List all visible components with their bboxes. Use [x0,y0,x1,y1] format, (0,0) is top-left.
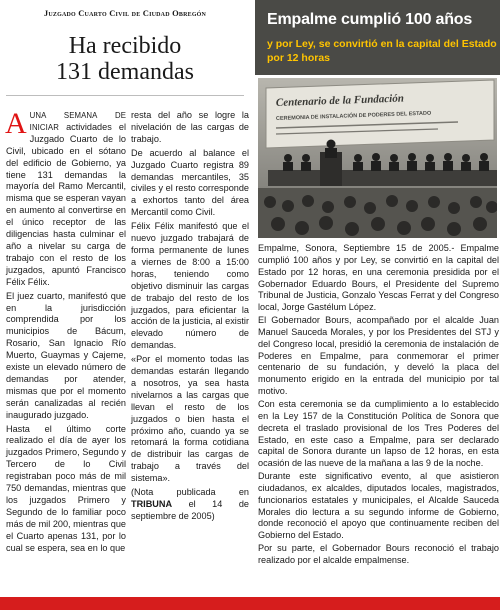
left-headline-line-1: Ha recibido [68,33,182,59]
paragraph-text: actividades el Juzgado Cuarto de lo Civil, ubicado en el sótano del edificio de Gobierno, ya tiene 131 demandas la mayoría del Ramo Mercantil, misma que se esperan vayan en aumento al convertirse en el único receptor de las diligencias hasta culminar el año a nivelar su carga de trabajo con el resto de los juzgados, apuntó Francisco Félix Félix. [6,121,126,287]
drop-cap: A [5,107,27,140]
right-paragraph: Con esta ceremonia se da cumplimiento a lo establecido en la Ley 157 de la Constitución Política de Sonora que decreta el traslado provisional de los Tres Poderes del Estado, en este caso a Empalme, para ser declarado capital de Sonora durante un lapso de 12 horas, en esta ocasión de las nueve de la mañana a las 9 de la noche. [258,398,499,469]
section-kicker: Juzgado Cuarto Civil de Ciudad Obregón [43,8,207,18]
right-subheadline: y por Ley, se convirtió en la capital del Estado por 12 horas [267,38,497,64]
right-paragraph: Por su parte, el Gobernador Bours reconoció el trabajo realizado por el alcalde empalmense. [258,543,499,565]
right-article-body [258,243,499,568]
note-source: TRIBUNA [131,499,173,509]
banner-subheading: CEREMONIA DE INSTALACIÓN DE PODERES DEL ESTADO [275,110,432,122]
left-paragraph: resta del año se logre la nivelación de las cargas de trabajo. [131,110,249,144]
lead-in: UNA SEMANA DE INICIAR [29,111,126,132]
left-column-2 [131,110,249,525]
footer-bar [0,597,500,610]
left-paragraph: Félix Félix manifestó que el nuevo juzgado trabajará de forma permanente de lunes a viernes de 8:00 a 15:00 horas, teniendo como objetivo disminuir las cargas de trabajo del resto de los juzgados, para eficientar la acción de la justicia, al existir elevado número de demandas. [131,221,249,351]
banner-heading: Centenario de la Fundación [275,92,405,109]
left-column-1 [5,107,126,557]
right-paragraph: Durante este significativo evento, al que asistieron ciudadanos, ex alcaldes, diputados locales, magistrados, funcionarios estatales y municipales, el Alcalde Sauceda Morales dio lectura a su segundo informe de Gobierno, donde reconoció el apoyo que continuamente reciben del Gobierno del Estado. [258,471,499,541]
left-paragraph: El juez cuarto, manifestó que en la jurisdicción comprendida por los municipios de Bácum, Rosario, San Ignacio Río Muerto, Guaymas y Cajeme, existe un elevado número de demandas por atender, mismas que por el momento serán canalizadas al recién inaugurado juzgado. [6,290,126,420]
left-headline-line-2: 131 demandas [56,59,194,85]
left-paragraph [5,107,126,289]
right-paragraph: El Gobernador Bours, acompañado por el alcalde Juan Manuel Sauceda Morales, y por los Presidentes del STJ y del Congreso local, presidió la ceremonia de instalación de Poderes en Empalme, para conmemorar el primer centenario de su fundación, y develó la placa del monumento erigido en la entrada del municipio por tal motivo. [258,315,499,397]
stage-table [268,170,497,186]
left-headline [8,33,242,85]
right-headline: Empalme cumplió 100 años [267,11,473,28]
event-photo-illustration [258,78,497,238]
event-photo [258,78,497,238]
header-band [255,0,500,75]
headline-rule [6,95,244,96]
note-text: (Nota publicada en [131,487,249,498]
left-paragraph: Hasta el último corte realizado el día de ayer los juzgados Primero, Segundo y Tercero de lo Civil registraban poco más de mil 750 demandas, mientras que los juzgados Primero y Segundo de lo familiar poco más de mil 200, mientras que el Cuarto apenas 131, por lo cual se espera, sea en lo que [6,423,126,553]
left-article [0,0,250,595]
source-note [131,487,249,523]
note-text: el 14 de septiembre de 2005) [131,499,249,521]
right-article [255,0,500,595]
right-paragraph: Empalme, Sonora, Septiembre 15 de 2005.- Empalme cumplió 100 años y por Ley, se convirtió en la capital del Estado por 12 horas, en una ceremonia presidida por el Gobernador Eduardo Bours, el Presidente del Supremo Tribunal de Justicia, Gonzalo Yescas Ferrat y del Congreso local, Jorge Gastélum López. [258,243,499,313]
left-paragraph: «Por el momento todas las demandas estarán llegando a nosotros, ya sea hasta nivelarnos a las cargas que llevan el resto de los juzgados o bien hasta el próximo año, cuando ya se retomará la forma cotidiana de distribuir las cargas de trabajo a través del sistema». [131,354,249,484]
left-paragraph: De acuerdo al balance el Juzgado Cuarto registra 89 demandas mercantiles, 35 civiles y el resto corresponde a exhortos tanto del área Mercantil como Civil. [131,147,249,218]
